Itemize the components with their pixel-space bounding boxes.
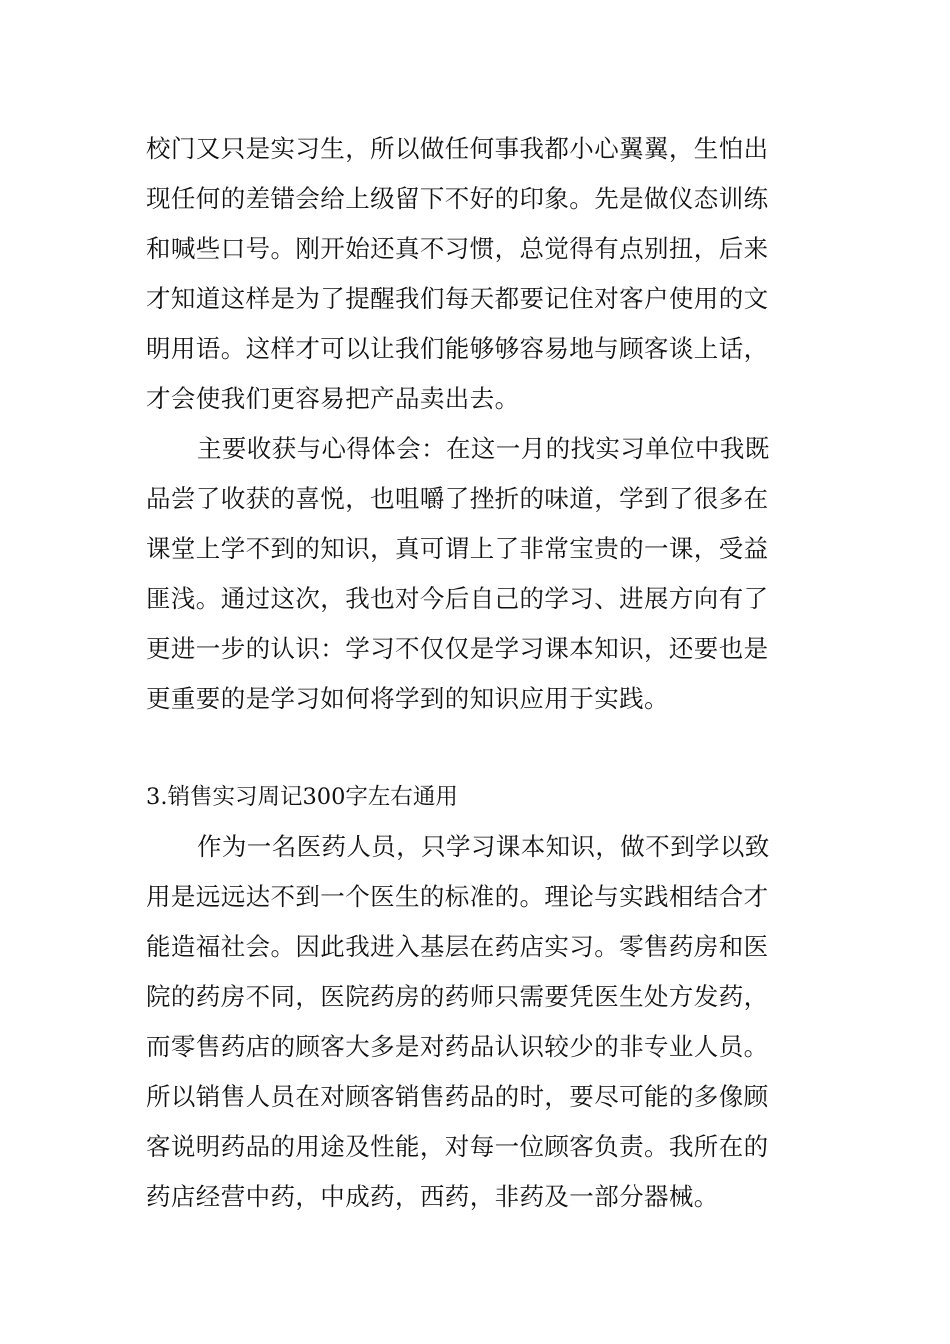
text-line: 现任何的差错会给上级留下不好的印象。先是做仪态训练 — [146, 184, 769, 213]
text-line: 才会使我们更容易把产品卖出去。 — [146, 384, 520, 413]
text-line: 校门又只是实习生，所以做任何事我都小心翼翼，生怕出 — [146, 134, 769, 163]
text-line: 药店经营中药，中成药，西药，非药及一部分器械。 — [146, 1182, 719, 1211]
text-line: 课堂上学不到的知识，真可谓上了非常宝贵的一课，受益 — [146, 534, 769, 563]
text-line: 品尝了收获的喜悦，也咀嚼了挫折的味道，学到了很多在 — [146, 484, 769, 513]
text-line: 更重要的是学习如何将学到的知识应用于实践。 — [146, 684, 669, 713]
text-line: 主要收获与心得体会：在这一月的找实习单位中我既 — [197, 434, 770, 463]
text-line: 客说明药品的用途及性能，对每一位顾客负责。我所在的 — [146, 1132, 769, 1161]
text-line: 才知道这样是为了提醒我们每天都要记住对客户使用的文 — [146, 284, 769, 313]
text-line: 所以销售人员在对顾客销售药品的时，要尽可能的多像顾 — [146, 1082, 769, 1111]
text-line: 更进一步的认识：学习不仅仅是学习课本知识，还要也是 — [146, 634, 769, 663]
text-line: 作为一名医药人员，只学习课本知识，做不到学以致 — [197, 832, 770, 861]
text-line: 院的药房不同，医院药房的药师只需要凭医生处方发药， — [146, 982, 769, 1011]
text-line: 用是远远达不到一个医生的标准的。理论与实践相结合才 — [146, 882, 769, 911]
text-line: 明用语。这样才可以让我们能够够容易地与顾客谈上话， — [146, 334, 769, 363]
section-heading: 3.销售实习周记300字左右通用 — [146, 784, 458, 810]
text-line: 而零售药店的顾客大多是对药品认识较少的非专业人员。 — [146, 1032, 769, 1061]
text-line: 和喊些口号。刚开始还真不习惯，总觉得有点别扭，后来 — [146, 234, 769, 263]
text-line: 能造福社会。因此我进入基层在药店实习。零售药房和医 — [146, 932, 769, 961]
text-line: 匪浅。通过这次，我也对今后自己的学习、进展方向有了 — [146, 584, 769, 613]
